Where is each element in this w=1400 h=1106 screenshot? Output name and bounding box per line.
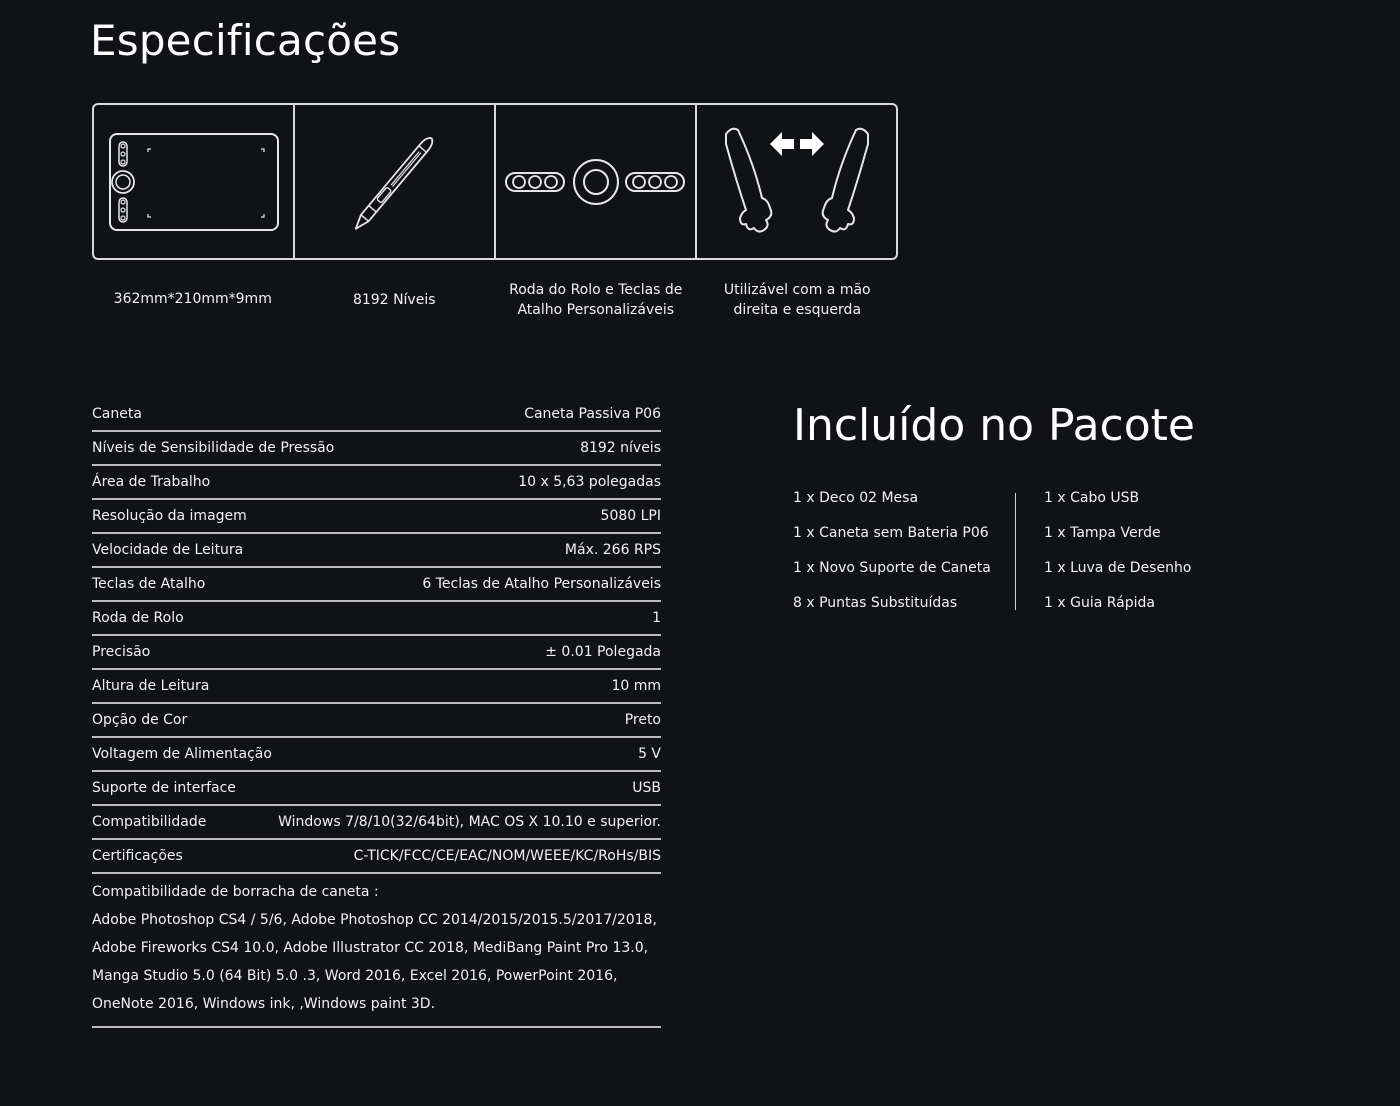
package-divider [1015,493,1016,610]
feature-caption-hands: Utilizável com a mão direita e esquerda [723,282,871,318]
pen-icon [330,119,460,245]
spec-label: Certificações [92,848,183,864]
page-title: Especificações [90,16,401,65]
spec-row-shortcut-keys [92,568,661,602]
feature-caption-keys: Roda do Rolo e Teclas de Atalho Personalizáveis [509,282,683,318]
spec-row-certifications [92,840,661,874]
spec-value: ± 0.01 Polegada [545,644,661,660]
eraser-compatibility-title: Compatibilidade de borracha de caneta : [92,884,379,900]
spec-value: 5080 LPI [600,508,661,524]
feature-captions [92,278,898,320]
package-item: 1 x Guia Rápida [1044,595,1155,611]
feature-caption-size: 362mm*210mm*9mm [113,291,272,307]
spec-label: Altura de Leitura [92,678,210,694]
eraser-compatibility-line: Manga Studio 5.0 (64 Bit) 5.0 .3, Word 2016, Excel 2016, PowerPoint 2016, [92,968,618,984]
feature-cell-hands [697,105,896,258]
spec-label: Teclas de Atalho [92,576,206,592]
spec-value: 1 [652,610,661,626]
spec-value: Caneta Passiva P06 [524,406,661,422]
feature-cell-keys [496,105,697,258]
spec-label: Roda de Rolo [92,610,184,626]
package-item: 1 x Caneta sem Bateria P06 [793,525,989,541]
package-item: 8 x Puntas Substituídas [793,595,958,611]
package-item: 1 x Cabo USB [1044,490,1140,506]
spec-value: USB [632,780,661,796]
spec-label: Opção de Cor [92,712,188,728]
arrow-right-icon [800,132,824,156]
spec-value: Máx. 266 RPS [564,542,661,558]
spec-label: Precisão [92,644,151,660]
spec-row-compatibility [92,806,661,840]
spec-row-voltage [92,738,661,772]
package-item: 1 x Deco 02 Mesa [793,490,919,506]
spec-label: Níveis de Sensibilidade de Pressão [92,440,335,456]
spec-row-pressure [92,432,661,466]
spec-value: 10 x 5,63 polegadas [518,474,661,490]
spec-label: Velocidade de Leitura [92,542,244,558]
package-title: Incluído no Pacote [793,400,1195,451]
spec-row-work-area [92,466,661,500]
eraser-compatibility-line: Adobe Fireworks CS4 10.0, Adobe Illustrator CC 2018, MediBang Paint Pro 13.0, [92,940,649,956]
spec-table [92,398,661,1028]
shortcut-keys-icon [504,157,688,207]
left-right-hands-icon [722,124,872,240]
feature-cell-pressure [295,105,496,258]
spec-row-scroll-wheel [92,602,661,636]
spec-row-accuracy [92,636,661,670]
spec-label: Área de Trabalho [92,474,211,490]
package-item: 1 x Novo Suporte de Caneta [793,560,991,576]
spec-value: 10 mm [611,678,661,694]
spec-value: Preto [624,712,661,728]
spec-value: C-TICK/FCC/CE/EAC/NOM/WEEE/KC/RoHs/BIS [353,848,661,864]
package-list-left [793,485,991,625]
package-item: 1 x Luva de Desenho [1044,560,1192,576]
spec-label: Suporte de interface [92,780,236,796]
arrow-left-icon [770,132,794,156]
spec-value: 6 Teclas de Atalho Personalizáveis [422,576,661,592]
spec-row-resolution [92,500,661,534]
eraser-compatibility [92,874,661,1028]
spec-row-color [92,704,661,738]
spec-label: Voltagem de Alimentação [92,746,272,762]
spec-row-interface [92,772,661,806]
tablet-icon [106,130,282,234]
package-list-right [1044,485,1191,625]
package-item: 1 x Tampa Verde [1044,525,1161,541]
feature-caption-pressure: 8192 Níveis [352,292,436,308]
spec-row-pen [92,398,661,432]
spec-row-report-rate [92,534,661,568]
features-strip [92,103,898,260]
spec-value: Windows 7/8/10(32/64bit), MAC OS X 10.10 e superior. [278,814,661,830]
spec-value: 8192 níveis [580,440,661,456]
spec-value: 5 V [638,746,661,762]
spec-label: Compatibilidade [92,814,207,830]
spec-label: Resolução da imagem [92,508,247,524]
eraser-compatibility-line: OneNote 2016, Windows ink, ,Windows paint 3D. [92,996,436,1012]
spec-row-reading-height [92,670,661,704]
eraser-compatibility-line: Adobe Photoshop CS4 / 5/6, Adobe Photoshop CC 2014/2015/2015.5/2017/2018, [92,912,657,928]
feature-cell-size [94,105,295,258]
spec-label: Caneta [92,406,142,422]
